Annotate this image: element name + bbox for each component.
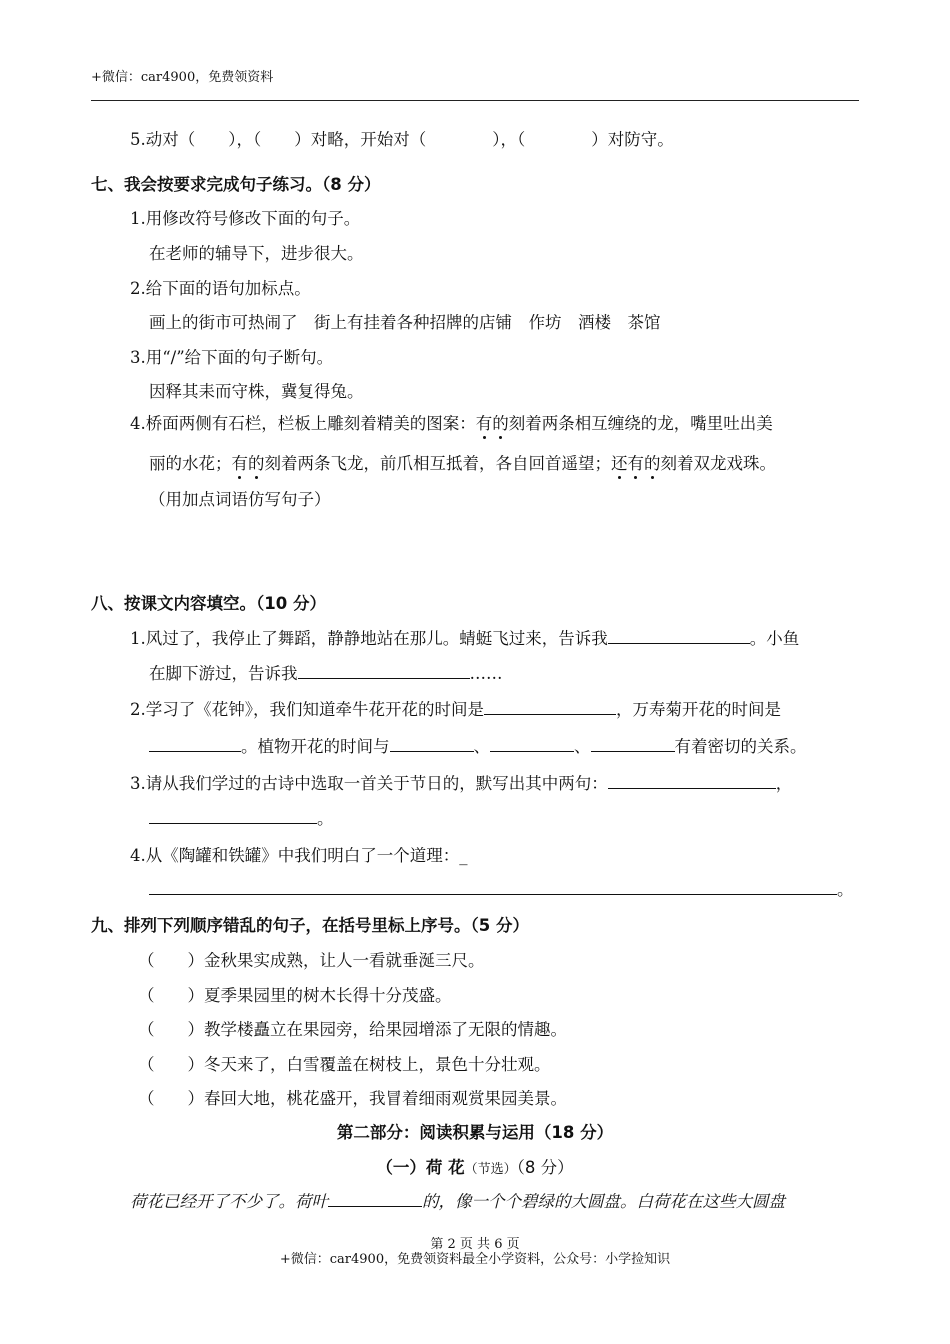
sec8-text: 1.风过了，我停止了舞蹈，静静地站在那儿。蜻蜓飞过来，告诉我: [130, 629, 608, 648]
passage-text: 的，像一个个碧绿的大圆盘。白荷花在这些大圆盘: [422, 1192, 785, 1211]
answer-blank[interactable]: [591, 734, 675, 752]
answer-blank[interactable]: [149, 877, 837, 895]
sec7-item4-text: 4.桥面两侧有石栏，栏板上雕刻着精美的图案：: [130, 414, 476, 433]
sec8-item3-line1: [130, 770, 792, 794]
sec8-text: 3.请从我们学过的古诗中选取一首关于节日的，默写出其中两句：: [130, 774, 608, 793]
answer-blank[interactable]: [298, 661, 470, 679]
answer-blank[interactable]: [484, 697, 616, 715]
reading-passage-line: [130, 1188, 785, 1212]
sec7-item1: 1.用修改符号修改下面的句子。: [130, 209, 361, 228]
sec8-item1-line1: [130, 625, 799, 649]
answer-blank[interactable]: [149, 734, 241, 752]
sec8-text: 。: [837, 880, 854, 899]
dotted-char: 有: [627, 454, 644, 473]
sec8-item2-line2: [149, 733, 807, 757]
sec9-item: （ ）春回大地，桃花盛开，我冒着细雨观赏果园美景。: [138, 1089, 567, 1108]
sec8-text: 在脚下游过，告诉我: [149, 664, 298, 683]
dotted-char: 有: [231, 454, 248, 473]
dotted-char: 的: [248, 454, 265, 473]
sec7-item4-text: 丽的水花；: [149, 454, 232, 473]
answer-blank[interactable]: [149, 806, 317, 824]
section-9-title: 九、排列下列顺序错乱的句子，在括号里标上序号。（5 分）: [91, 916, 529, 935]
sec8-text: 。: [317, 809, 334, 828]
sec8-text: ，: [775, 774, 793, 793]
sec8-item4-line2: [149, 876, 854, 900]
sec9-item: （ ）夏季果园里的树木长得十分茂盛。: [138, 986, 452, 1005]
answer-blank[interactable]: [328, 1189, 422, 1207]
dotted-char: 还: [611, 454, 628, 473]
sec9-item: （ ）教学楼矗立在果园旁，给果园增添了无限的情趣。: [138, 1020, 567, 1039]
answer-blank[interactable]: [608, 771, 776, 789]
sec8-item1-line2: [149, 660, 503, 684]
sec7-item4-text: 刻着双龙戏珠。: [660, 454, 776, 473]
sec8-text: 、: [574, 737, 591, 756]
sec8-text: 。植物开花的时间与: [241, 737, 390, 756]
section-7-title: 七、我会按要求完成句子练习。（8 分）: [91, 175, 381, 194]
sec8-text: 2.学习了《花钟》，我们知道牵牛花开花的时间是: [130, 700, 484, 719]
sec7-item4-instruction: （用加点词语仿写句子）: [149, 490, 331, 509]
sec9-item: （ ）冬天来了，白雪覆盖在树枝上，景色十分壮观。: [138, 1055, 551, 1074]
sec7-item4-line1: [130, 410, 773, 434]
footer-note: +微信：car4900，免费领资料最全小学资料，公众号：小学捡知识: [279, 1252, 671, 1267]
sec8-text: 有着密切的关系。: [674, 737, 807, 756]
section-8-title: 八、按课文内容填空。（10 分）: [91, 594, 326, 613]
sec7-item3-sentence: 因释其耒而守株，冀复得兔。: [149, 382, 364, 401]
header-divider: [91, 100, 859, 101]
sec7-item1-sentence: 在老师的辅导下，进步很大。: [149, 244, 364, 263]
sec7-item2: 2.给下面的语句加标点。: [130, 279, 311, 298]
sec8-item2-line1: [130, 696, 781, 720]
reading-title-score: （8 分）: [516, 1158, 574, 1177]
dotted-char: 的: [644, 454, 661, 473]
sec8-text: ，万寿菊开花的时间是: [616, 700, 781, 719]
sec8-item4-line1: 4.从《陶罐和铁罐》中我们明白了一个道理：_: [130, 846, 468, 865]
sec9-item: （ ）金秋果实成熟，让人一看就垂涎三尺。: [138, 951, 485, 970]
sec8-text: ……: [469, 664, 503, 683]
header-note: +微信：car4900，免费领资料: [91, 70, 274, 85]
reading-title-main: （一）荷 花: [376, 1158, 465, 1177]
sec7-item4-line2: [149, 450, 776, 474]
sec7-item2-sentence: 画上的街市可热闹了 街上有挂着各种招牌的店铺 作坊 酒楼 茶馆: [149, 313, 661, 332]
sec7-item3: 3.用“/”给下面的句子断句。: [130, 348, 334, 367]
sec8-item3-line2: [149, 805, 334, 829]
answer-blank[interactable]: [390, 734, 474, 752]
page-number: 第 2 页 共 6 页: [430, 1237, 520, 1252]
answer-blank[interactable]: [490, 734, 574, 752]
sec7-item4-text: 刻着两条相互缠绕的龙，嘴里吐出美: [508, 414, 773, 433]
sec8-text: 、: [473, 737, 490, 756]
dotted-char: 有: [475, 414, 493, 433]
dotted-char: 的: [492, 414, 509, 433]
answer-blank[interactable]: [608, 626, 750, 644]
reading-title-note: （节选）: [464, 1162, 517, 1177]
passage-text: 荷花已经开了不少了。荷叶: [130, 1192, 328, 1211]
part-2-title: 第二部分：阅读积累与运用（18 分）: [336, 1123, 614, 1142]
q5-line: 5.动对（ ），（ ）对略，开始对（ ），（ ）对防守。: [130, 130, 674, 149]
reading-1-title: [0, 1154, 950, 1178]
sec8-text: 。小鱼: [749, 629, 800, 648]
sec7-item4-text: 刻着两条飞龙，前爪相互抵着，各自回首遥望；: [264, 454, 611, 473]
